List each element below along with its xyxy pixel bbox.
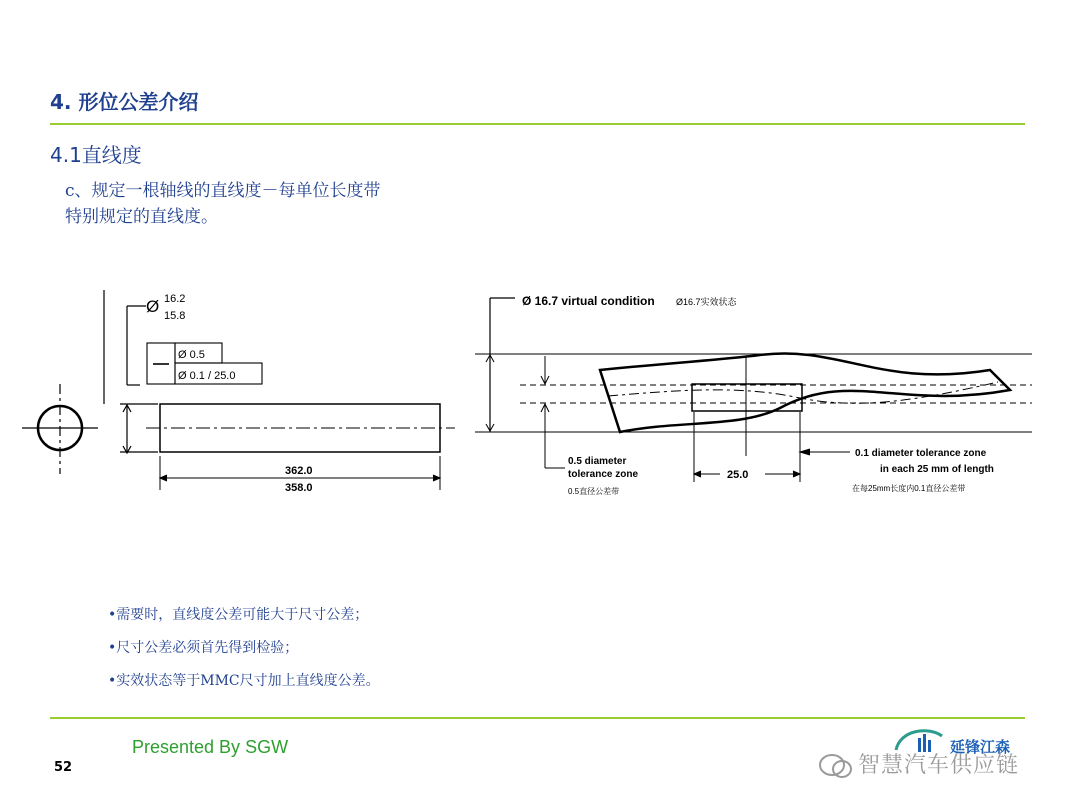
page-number: 52 [54,760,73,775]
wechat-icon [818,752,854,780]
straightness-drawing [0,270,1080,510]
section-subtitle: 4.1直线度 [50,143,142,167]
description-line-2: 特别规定的直线度。 [65,207,218,227]
zone-05-label-1: 0.5 diameter [568,456,627,467]
fcf-tolerance-row-1: Ø 0.5 [178,349,205,361]
zone-05-label-2: tolerance zone [568,469,639,480]
watermark-text: 智慧汽车供应链 [858,753,1020,778]
slide-title: 4. 形位公差介绍 [50,90,199,114]
pin-side-view [146,404,455,490]
diameter-lower-limit: 15.8 [164,310,186,322]
virtual-condition-label-cn: Ø16.7实效状态 [676,297,737,307]
bottom-divider [50,717,1025,719]
bullet-item: •尺寸公差必须首先得到检验； [108,640,299,656]
footer-presenter: Presented By SGW [132,737,289,757]
zone-01-label-1: 0.1 diameter tolerance zone [855,448,987,459]
span-dimension: 25.0 [727,469,749,481]
zone-05-label-cn: 0.5直径公差带 [568,487,620,496]
diameter-symbol: Ø [146,297,160,316]
virtual-condition-label: Ø 16.7 virtual condition [522,294,655,308]
description-line-1: c、规定一根轴线的直线度－每单位长度带 [65,181,381,201]
fcf-tolerance-row-2: Ø 0.1 / 25.0 [178,370,236,382]
bullet-item: •需要时，直线度公差可能大于尺寸公差； [108,607,369,623]
zone-01-label-cn: 在每25mm长度内0.1直径公差带 [852,484,966,493]
diameter-upper-limit: 16.2 [164,293,186,305]
length-upper-limit: 362.0 [285,465,313,477]
zone-01-label-2: in each 25 mm of length [880,464,994,475]
bullet-item: •实效状态等于MMC尺寸加上直线度公差。 [108,673,380,689]
end-view-circle [22,384,98,474]
top-divider [50,123,1025,125]
company-logo-text: 延锋江森 [950,738,1011,756]
length-lower-limit: 358.0 [285,482,313,494]
